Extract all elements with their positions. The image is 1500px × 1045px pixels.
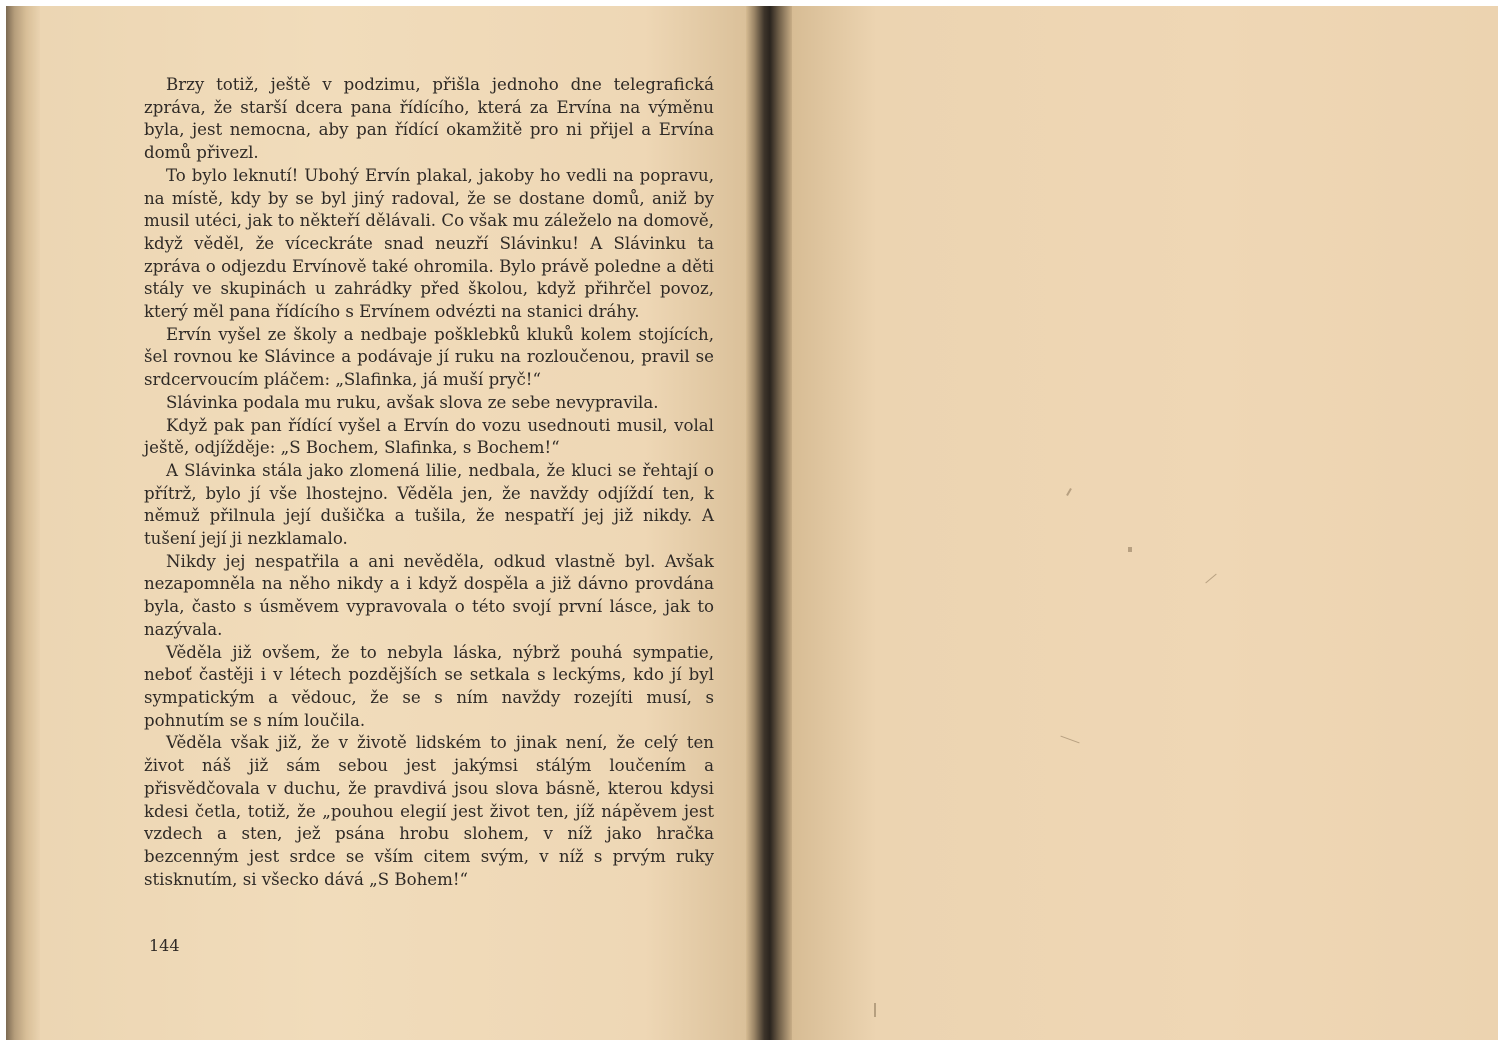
- book-spread: [6, 6, 1498, 1040]
- paper-speck: [1066, 488, 1072, 496]
- left-page-text: [144, 74, 714, 891]
- paragraph: Nikdy jej nespatřila a ani nevěděla, odkud vlastně byl. Avšak nezapomněla na něho nikdy a i když dospěla a již dávno provdána byla, často s úsměvem vypravovala o této svojí první lásce, jak to nazývala.: [144, 551, 714, 639]
- paper-speck: [1128, 547, 1132, 552]
- book-gutter: [746, 6, 792, 1040]
- paragraph: Brzy totiž, ještě v podzimu, přišla jednoho dne telegrafická zpráva, že starší dcera pana řídícího, která za Ervína na výměnu byla, jest nemocna, aby pan řídící okamžitě pro ni přijel a Ervína domů přivezl.: [144, 75, 714, 163]
- right-page-blank: [792, 6, 1498, 1040]
- paper-speck: [1060, 736, 1079, 744]
- paragraph: Věděla však již, že v životě lidském to jinak není, že celý ten život náš již sám sebou jest jakýmsi stálým loučením a přisvědčovala v duchu, že pravdivá jsou slova básně, kterou kdysi kdesi četla, totiž, že „pouhou elegií jest život ten, jíž nápěvem jest vzdech a sten, jež psána hrobu slohem, v níž jako hračka bezcenným jest srdce se vším citem svým, v níž s prvým ruky stisknutím, si všecko dává „S Bohem!“: [144, 733, 714, 889]
- paper-speck: [1205, 574, 1216, 584]
- paper-speck: [874, 1003, 876, 1017]
- paragraph: Věděla již ovšem, že to nebyla láska, nýbrž pouhá sympatie, neboť častěji i v létech pozdějších se setkala s leckýms, kdo jí byl sympatickým a vědouc, že se s ním navždy rozejíti musí, s pohnutím se s ním loučila.: [144, 642, 714, 730]
- paragraph: Slávinka podala mu ruku, avšak slova ze sebe nevypravila.: [166, 392, 659, 412]
- left-page-edge: [6, 6, 40, 1040]
- paragraph: A Slávinka stála jako zlomená lilie, nedbala, že kluci se řehtají o přítrž, bylo jí vše lhostejno. Věděla jen, že navždy odjíždí ten, k němuž přilnula její dušička a tušila, že nespatří jej již nikdy. A tušení její ji nezklamalo.: [144, 460, 714, 549]
- page-number: 144: [149, 936, 180, 955]
- paragraph: Když pak pan řídící vyšel a Ervín do vozu usednouti musil, volal ještě, odjížděje: „S Bochem, Slafinka, s Bochem!“: [144, 415, 714, 458]
- paragraph: Ervín vyšel ze školy a nedbaje pošklebků kluků kolem stojících, šel rovnou ke Slávince a podávaje jí ruku na rozloučenou, pravil se srdcervoucím pláčem: „Slafinka, já muší pryč!“: [144, 324, 714, 390]
- paragraph: To bylo leknutí! Ubohý Ervín plakal, jakoby ho vedli na popravu, na místě, kdy by se byl jiný radoval, že se dostane domů, aniž by musil utéci, jak to někteří dělávali. Co však mu záleželo na domově, když věděl, že víceckráte snad neuzří Slávinku! A Slávinku ta zpráva o odjezdu Ervínově také ohromila. Bylo právě poledne a děti stály ve skupinách u zahrádky před školou, když přihrčel povoz, který měl pana řídícího s Ervínem odvézti na stanici dráhy.: [144, 165, 714, 322]
